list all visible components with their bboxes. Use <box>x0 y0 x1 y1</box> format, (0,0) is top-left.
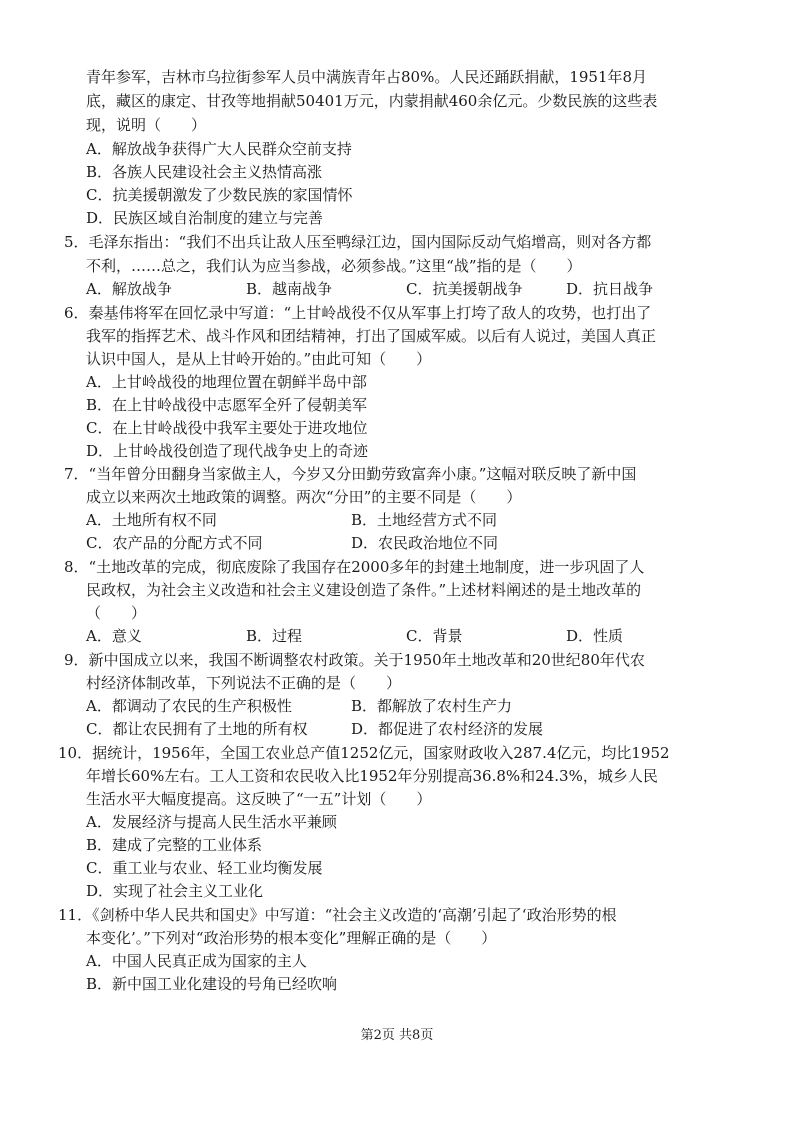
question-text-line: 本变化’。”下列对“政治形势的根本变化”理解正确的是（ ） <box>86 929 497 947</box>
option-b: B．新中国工业化建设的号角已经吹响 <box>86 975 338 993</box>
option-d: D．都促进了农村经济的发展 <box>351 720 544 738</box>
question-text-line: 10．据统计，1956年，全国工农业总产值1252亿元，国家财政收入287.4亿元，均比1952 <box>58 744 670 762</box>
option-a: A．发展经济与提高人民生活水平兼顾 <box>86 813 337 831</box>
options-row <box>86 278 726 301</box>
question-text-line: 生活水平大幅度提高。这反映了“一五”计划（ ） <box>86 790 432 808</box>
option-b: B．越南战争 <box>246 280 333 298</box>
option-c: C．抗美援朝激发了少数民族的家国情怀 <box>86 186 353 204</box>
option-d: D．上甘岭战役创造了现代战争史上的奇迹 <box>86 442 369 460</box>
option-a: A．上甘岭战役的地理位置在朝鲜半岛中部 <box>86 373 367 391</box>
option-d: D．抗日战争 <box>566 280 654 298</box>
option-c: C．抗美援朝战争 <box>406 280 523 298</box>
option-d: D．民族区域自治制度的建立与完善 <box>86 209 324 227</box>
question-text-line: 村经济体制改革，下列说法不正确的是（ ） <box>86 674 402 692</box>
question-text-line: 成立以来两次土地政策的调整。两次“分田”的主要不同是（ ） <box>86 488 522 506</box>
options-row <box>86 718 646 741</box>
option-b: B．各族人民建设社会主义热情高涨 <box>86 163 323 181</box>
question-text-line: 9．新中国成立以来，我国不断调整农村政策。关于1950年土地改革和20世纪80年代农 <box>64 651 645 669</box>
options-row <box>86 625 726 648</box>
option-a: A．解放战争 <box>86 280 172 298</box>
option-a: A．土地所有权不同 <box>86 511 217 529</box>
question-text-line: 6．秦基伟将军在回忆录中写道：“上甘岭战役不仅从军事上打垮了敌人的攻势，也打出了 <box>64 304 652 322</box>
option-b: B．都解放了农村生产力 <box>351 697 513 715</box>
option-a: A．意义 <box>86 627 142 645</box>
option-b: B．建成了完整的工业体系 <box>86 836 263 854</box>
question-text-line: 底，藏区的康定、甘孜等地捐献50401万元，内蒙捐献460余亿元。少数民族的这些表 <box>86 92 658 110</box>
question-text-line: 民政权，为社会主义改造和社会主义建设创造了条件。”上述材料阐述的是土地改革的 <box>86 581 642 599</box>
option-b: B．过程 <box>246 627 303 645</box>
question-text-line: 11．《剑桥中华人民共和国史》中写道：“社会主义改造的‘高潮’引起了‘政治形势的根 <box>58 906 617 924</box>
question-text-line: 7．“当年曾分田翻身当家做主人，今岁又分田勤劳致富奔小康。”这幅对联反映了新中国 <box>64 465 637 483</box>
question-text-line: 认识中国人，是从上甘岭开始的。”由此可知（ ） <box>86 350 432 368</box>
option-c: C．在上甘岭战役中我军主要处于进攻地位 <box>86 419 368 437</box>
question-text-line: 现，说明（ ） <box>86 116 207 134</box>
question-text-line: 不利，……总之，我们认为应当参战，必须参战。”这里“战”指的是（ ） <box>86 257 582 275</box>
option-b: B．土地经营方式不同 <box>351 511 498 529</box>
option-d: D．性质 <box>566 627 624 645</box>
option-a: A．解放战争获得广大人民群众空前支持 <box>86 140 352 158</box>
option-c: C．背景 <box>406 627 463 645</box>
question-text-line: 5．毛泽东指出：“我们不出兵让敌人压至鸭绿江边，国内国际反动气焰增高，则对各方都 <box>64 233 652 251</box>
page-number: 第2页 共8页 <box>360 1028 434 1043</box>
option-c: C．重工业与农业、轻工业均衡发展 <box>86 859 323 877</box>
option-d: D．实现了社会主义工业化 <box>86 882 264 900</box>
option-d: D．农民政治地位不同 <box>351 534 499 552</box>
options-row <box>86 532 646 555</box>
option-c: C．都让农民拥有了土地的所有权 <box>86 720 308 738</box>
question-text-line: 我军的指挥艺术、战斗作风和团结精神，打出了国威军威。以后有人说过，美国人真正 <box>86 327 657 345</box>
options-row <box>86 509 646 532</box>
question-text-line: 青年参军，吉林市乌拉街参军人员中满族青年占80%。人民还踊跃捐献，1951年8月 <box>86 68 648 86</box>
options-row <box>86 695 646 718</box>
option-a: A．中国人民真正成为国家的主人 <box>86 952 307 970</box>
option-a: A．都调动了农民的生产积极性 <box>86 697 292 715</box>
option-c: C．农产品的分配方式不同 <box>86 534 263 552</box>
option-b: B．在上甘岭战役中志愿军全歼了侵朝美军 <box>86 396 368 414</box>
question-text-line: （ ） <box>86 604 147 622</box>
question-text-line: 8．“土地改革的完成，彻底废除了我国存在2000多年的封建土地制度，进一步巩固了人 <box>64 558 645 576</box>
question-text-line: 年增长60%左右。工人工资和农民收入比1952年分别提高36.8%和24.3%，城乡人民 <box>86 767 658 785</box>
